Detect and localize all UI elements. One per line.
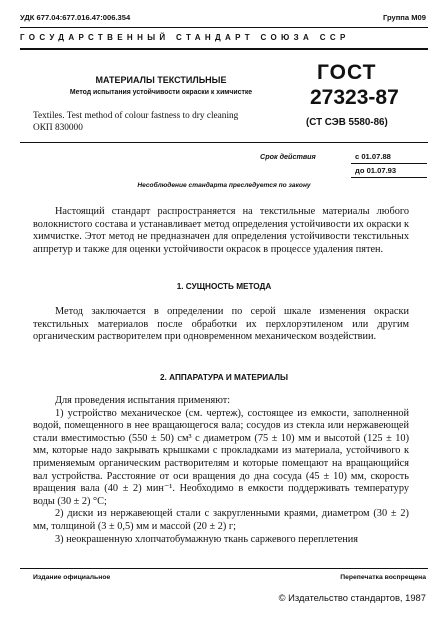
gost-label: ГОСТ	[317, 61, 377, 84]
section-1-block	[33, 306, 409, 344]
group-code: Группа М09	[382, 13, 426, 22]
state-standard-banner: ГОСУДАРСТВЕННЫЙ СТАНДАРТ СОЮЗА ССР	[20, 33, 350, 42]
section-1-heading: 1. СУЩНОСТЬ МЕТОДА	[176, 282, 272, 291]
st-sev-reference: (СТ СЭВ 5580-86)	[306, 117, 388, 128]
footer-rule	[20, 568, 428, 569]
section-2-block	[33, 395, 409, 546]
list-item-2: 2) диски из нержавеющей стали с закругленными краями, диаметром (30 ± 2) мм, толщиной (3 ± 0,5) мм и массой (20 ± 2) г;	[33, 508, 409, 532]
udk-code: УДК 677.04:677.016.47:006.354	[20, 13, 131, 22]
reprint-notice: Перепечатка воспрещена	[340, 574, 426, 581]
intro-block	[33, 206, 409, 256]
copyright: © Издательство стандартов, 1987	[278, 592, 426, 603]
banner-rule	[20, 48, 428, 50]
section-2-heading: 2. АППАРАТУРА И МАТЕРИАЛЫ	[160, 373, 288, 382]
title-block-rule	[20, 142, 428, 143]
intro-paragraph: Настоящий стандарт распространяется на текстильные материалы любого волокнистого состава и устанавливает метод определения устойчивости их окраски к химчистке. Этот метод не предназначен для определения устойчивости текстильных аппретур и также для оценки устойчивости окрасок в процессе удаления пятен.	[33, 206, 409, 255]
section-2-lead: Для проведения испытания применяют:	[55, 395, 231, 406]
official-edition: Издание официальное	[33, 574, 111, 581]
validity-rule-2	[351, 177, 427, 178]
validity-to: до 01.07.93	[355, 166, 397, 175]
validity-label: Срок действия	[260, 152, 316, 161]
okp-code: ОКП 830000	[33, 123, 83, 133]
list-item-1: 1) устройство механическое (см. чертеж), состоящее из емкости, заполненной водой, помещенного в нее вращающегося вала; сосудов из стекла или нержавеющей стали вместимостью (550 ± 50) см³ с диаметром (75 ± 10) мм и высотой (125 ± 10) мм, которые надо закрывать крышками с прокладками из материала, устойчивого к применяемым органическим растворителям и которые помещают на вращающийся вал устройства. Расстояние от оси вращения до дна сосуда (45 ± 10) мм, скорость вращения вала (40 ± 2) мин⁻¹. Необходимо в емкости поддерживать температуру воды (30 ± 2) °С;	[33, 407, 409, 507]
section-1-text: Метод заключается в определении по серой шкале изменения окраски текстильных материалов после обработки их перхлорэтиленом или другим органическим растворителем при одновременном механическом воздействии.	[33, 306, 409, 343]
legal-notice: Несоблюдение стандарта преследуется по закону	[137, 182, 311, 189]
validity-rule	[351, 163, 427, 164]
list-item-3: 3) неокрашенную хлопчатобумажную ткань саржевого переплетения	[55, 533, 359, 545]
document-subtitle: Метод испытания устойчивости окраски к химчистке	[69, 89, 253, 96]
english-title: Textiles. Test method of colour fastness to dry cleaning	[33, 111, 239, 121]
document-title: МАТЕРИАЛЫ ТЕКСТИЛЬНЫЕ	[95, 75, 227, 85]
gost-number: 27323-87	[310, 86, 399, 109]
validity-from: с 01.07.88	[355, 152, 391, 161]
top-rule	[20, 27, 428, 28]
